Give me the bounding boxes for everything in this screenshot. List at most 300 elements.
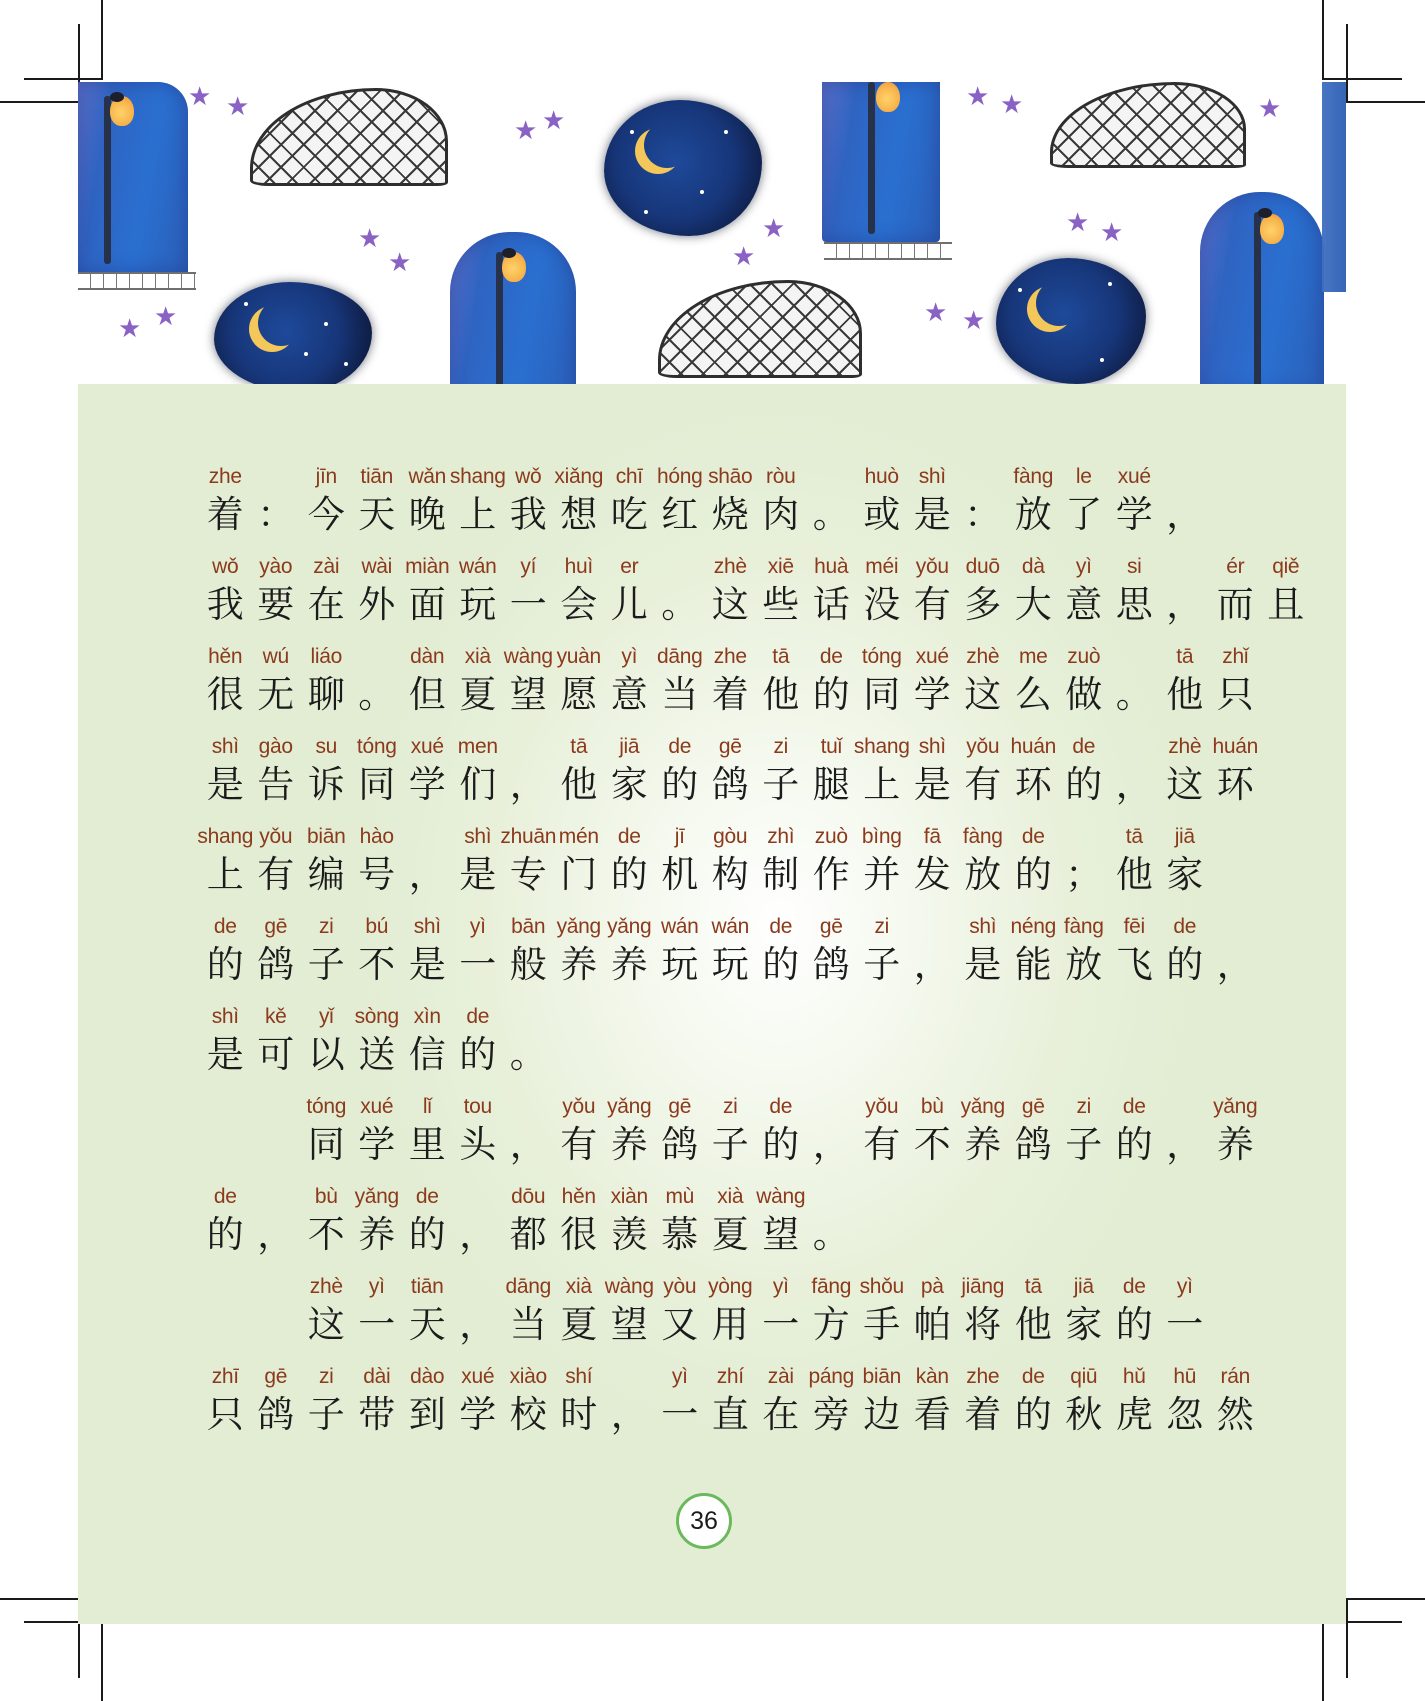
pinyin: yì	[368, 1275, 385, 1298]
pinyin: men	[457, 735, 498, 758]
character-cell	[1261, 552, 1312, 628]
hanzi: ，	[509, 763, 547, 806]
pinyin: le	[1075, 465, 1092, 488]
star-icon: ★	[924, 298, 948, 328]
text-line	[200, 732, 1259, 822]
star-icon: ★	[1066, 208, 1090, 238]
pinyin: jiā	[619, 735, 640, 758]
hanzi: 。	[509, 1033, 547, 1076]
text-line	[200, 642, 1254, 732]
hanzi: 鸽	[257, 943, 295, 986]
hanzi: 。	[661, 583, 699, 626]
pinyin: si	[1126, 555, 1142, 578]
character-cell	[1059, 1092, 1110, 1168]
character-cell	[1008, 462, 1059, 538]
character-cell	[1210, 1362, 1261, 1438]
pinyin: de	[1021, 1365, 1045, 1388]
hanzi: 用	[711, 1303, 749, 1346]
lamp-bulb-icon	[876, 82, 900, 112]
crop-mark-br-v	[1346, 1598, 1348, 1678]
hanzi: 到	[408, 1393, 446, 1436]
pinyin: xià	[565, 1275, 592, 1298]
pinyin: zhuān	[500, 825, 557, 848]
character-cell	[251, 912, 302, 988]
pinyin: de	[1072, 735, 1096, 758]
pinyin: zhe	[713, 645, 747, 668]
hanzi: 着	[964, 1393, 1002, 1436]
character-cell	[1008, 1362, 1059, 1438]
hanzi: 的	[762, 943, 800, 986]
text-line	[200, 912, 1254, 1002]
night-sky-illustration	[214, 282, 372, 384]
hanzi: 放	[964, 853, 1002, 896]
pinyin: zi	[1076, 1095, 1092, 1118]
character-cell	[705, 1092, 756, 1168]
pinyin: yǎng	[354, 1185, 399, 1208]
pinyin: wǒ	[515, 465, 542, 488]
pinyin: yòu	[663, 1275, 697, 1298]
character-cell	[806, 822, 857, 898]
hanzi: 鸽	[812, 943, 850, 986]
hanzi: 思	[1115, 583, 1153, 626]
pinyin: xià	[717, 1185, 744, 1208]
character-cell	[1059, 822, 1110, 898]
hanzi: 的	[206, 1213, 244, 1256]
character-cell	[453, 822, 504, 898]
street-lamp-illustration	[450, 232, 576, 384]
hanzi: 制	[762, 853, 800, 896]
pinyin: de	[213, 915, 237, 938]
character-cell	[554, 462, 605, 538]
crop-mark-tl-v	[101, 0, 103, 78]
hanzi: 带	[358, 1393, 396, 1436]
character-cell	[705, 732, 756, 808]
character-cell	[402, 912, 453, 988]
hanzi: 学	[1115, 493, 1153, 536]
lamp-bulb-icon	[1260, 214, 1284, 244]
hanzi: 一	[661, 1393, 699, 1436]
hanzi: 看	[913, 1393, 951, 1436]
character-cell	[402, 462, 453, 538]
hanzi: 鸽	[257, 1393, 295, 1436]
character-cell	[857, 912, 908, 988]
hanzi: 上	[206, 853, 244, 896]
pinyin: shang	[197, 825, 254, 848]
hanzi: 他	[1014, 1303, 1052, 1346]
character-cell	[453, 1092, 504, 1168]
hanzi: 没	[863, 583, 901, 626]
pinyin: tā	[1125, 825, 1143, 848]
star-icon: ★	[1258, 94, 1282, 124]
character-cell	[1008, 642, 1059, 718]
pinyin: hěn	[208, 645, 243, 668]
character-cell	[604, 642, 655, 718]
character-cell	[655, 732, 706, 808]
text-line	[197, 822, 1210, 912]
character-cell	[958, 822, 1009, 898]
hanzi: 他	[762, 673, 800, 716]
pinyin: tā	[772, 645, 790, 668]
hanzi: 是	[913, 493, 951, 536]
hanzi: 的	[1014, 1393, 1052, 1436]
character-cell	[352, 1092, 403, 1168]
character-cell	[200, 642, 251, 718]
hanzi: 是	[964, 943, 1002, 986]
pinyin: páng	[808, 1365, 855, 1388]
hanzi: 学	[913, 673, 951, 716]
hanzi: 一	[358, 1303, 396, 1346]
hanzi: 聊	[307, 673, 345, 716]
hanzi: 专	[509, 853, 547, 896]
hanzi: 将	[964, 1303, 1002, 1346]
hanzi: 。	[358, 673, 396, 716]
pinyin: xià	[464, 645, 491, 668]
sky-star-dot	[324, 322, 328, 326]
pinyin: de	[1173, 915, 1197, 938]
pinyin: wài	[361, 555, 393, 578]
hanzi: 同	[307, 1123, 345, 1166]
lamp-cap	[502, 248, 516, 258]
pinyin: su	[315, 735, 338, 758]
hanzi: 机	[661, 853, 699, 896]
hanzi: 不	[913, 1123, 951, 1166]
character-cell	[197, 822, 254, 898]
pinyin: de	[769, 1095, 793, 1118]
pinyin: shì	[211, 1005, 239, 1028]
character-cell	[655, 1272, 706, 1348]
crop-mark-tr-h2	[1346, 101, 1425, 103]
pinyin: hǔ	[1122, 1365, 1146, 1388]
hanzi: 养	[560, 943, 598, 986]
hanzi: 只	[1216, 673, 1254, 716]
pinyin: mù	[665, 1185, 695, 1208]
pinyin: wán	[660, 915, 699, 938]
character-cell	[756, 912, 807, 988]
hanzi: 时	[560, 1393, 598, 1436]
hanzi: 告	[257, 763, 295, 806]
sky-star-dot	[1100, 358, 1104, 362]
character-cell	[554, 1272, 605, 1348]
pinyin: zi	[318, 915, 334, 938]
hanzi: 望	[762, 1213, 800, 1256]
character-cell	[655, 912, 706, 988]
hanzi: 头	[459, 1123, 497, 1166]
character-cell	[554, 642, 605, 718]
pinyin: gē	[264, 1365, 288, 1388]
character-cell	[756, 552, 807, 628]
hanzi: 意	[1065, 583, 1103, 626]
character-cell	[301, 552, 352, 628]
character-cell	[604, 1092, 655, 1168]
hanzi: ，	[408, 853, 446, 896]
pinyin: fàng	[1063, 915, 1104, 938]
hanzi: 放	[1065, 943, 1103, 986]
pinyin: yǒu	[562, 1095, 596, 1118]
character-cell	[958, 552, 1009, 628]
hanzi: 这	[964, 673, 1002, 716]
crop-mark-bl-v2	[101, 1621, 103, 1701]
pinyin: yǎng	[607, 915, 652, 938]
pinyin: de	[1021, 825, 1045, 848]
character-cell	[352, 1272, 403, 1348]
hanzi: ，	[459, 1303, 497, 1346]
pinyin: yǒu	[915, 555, 949, 578]
hanzi: 学	[358, 1123, 396, 1166]
character-cell	[301, 1272, 352, 1348]
pinyin: zi	[874, 915, 890, 938]
pinyin: tiān	[360, 465, 394, 488]
character-cell	[402, 1272, 453, 1348]
character-cell	[756, 642, 807, 718]
pinyin: tiān	[410, 1275, 444, 1298]
pinyin: hào	[359, 825, 394, 848]
pinyin: xiào	[509, 1365, 547, 1388]
character-cell	[907, 552, 958, 628]
pinyin: yǎng	[556, 915, 601, 938]
hanzi: 养	[1216, 1123, 1254, 1166]
pinyin: qiū	[1070, 1365, 1098, 1388]
character-cell	[1160, 552, 1211, 628]
pinyin: wán	[458, 555, 497, 578]
character-cell	[604, 732, 655, 808]
pinyin: huán	[1010, 735, 1057, 758]
hanzi: 了	[1065, 493, 1103, 536]
character-cell	[453, 1182, 504, 1258]
hanzi: 有	[560, 1123, 598, 1166]
character-cell	[200, 552, 251, 628]
pinyin: tóng	[356, 735, 397, 758]
pinyin: yì	[671, 1365, 688, 1388]
pinyin: shang	[449, 465, 506, 488]
character-cell	[503, 552, 554, 628]
pinyin: wàng	[604, 1275, 654, 1298]
character-cell	[200, 1182, 251, 1258]
story-text	[197, 462, 1305, 1452]
pinyin: dāng	[656, 645, 703, 668]
character-cell	[806, 1182, 857, 1258]
character-cell	[453, 912, 504, 988]
character-cell	[200, 1002, 251, 1078]
pinyin: de	[1122, 1095, 1146, 1118]
character-cell	[301, 642, 352, 718]
character-cell	[1059, 462, 1110, 538]
hanzi: 面	[408, 583, 446, 626]
hanzi: 都	[509, 1213, 547, 1256]
pinyin: chī	[615, 465, 643, 488]
pinyin: zi	[722, 1095, 738, 1118]
hanzi: 当	[509, 1303, 547, 1346]
hanzi: 旁	[812, 1393, 850, 1436]
hanzi: 着	[711, 673, 749, 716]
fishing-net-illustration	[1050, 82, 1246, 168]
character-cell	[503, 732, 554, 808]
character-cell	[907, 732, 958, 808]
hanzi: 么	[1014, 673, 1052, 716]
hanzi: 红	[661, 493, 699, 536]
character-cell	[756, 822, 807, 898]
hanzi: 子	[762, 763, 800, 806]
hanzi: 一	[762, 1303, 800, 1346]
hanzi: 帕	[913, 1303, 951, 1346]
hanzi: 鸽	[711, 763, 749, 806]
character-cell	[1008, 912, 1059, 988]
pinyin: shì	[464, 825, 492, 848]
character-cell	[857, 1272, 908, 1348]
hanzi: 边	[863, 1393, 901, 1436]
pinyin: zài	[767, 1365, 794, 1388]
character-cell	[655, 462, 706, 538]
street-lamp-illustration	[822, 82, 940, 242]
hanzi: 家	[610, 763, 648, 806]
pinyin: dōu	[511, 1185, 546, 1208]
character-cell	[907, 462, 958, 538]
hanzi: 。	[812, 1213, 850, 1256]
character-cell	[806, 912, 857, 988]
character-cell	[1008, 822, 1059, 898]
hanzi: 夏	[560, 1303, 598, 1346]
pinyin: dài	[363, 1365, 391, 1388]
character-cell	[251, 1182, 302, 1258]
pinyin: shì	[918, 735, 946, 758]
hanzi: 当	[661, 673, 699, 716]
character-cell	[705, 822, 756, 898]
character-cell	[1160, 912, 1211, 988]
hanzi: ，	[812, 1123, 850, 1166]
character-cell	[1210, 642, 1261, 718]
hanzi: 学	[459, 1393, 497, 1436]
pinyin: zhì	[767, 825, 795, 848]
pinyin: wǒ	[212, 555, 239, 578]
pinyin: zi	[773, 735, 789, 758]
sky-star-dot	[644, 210, 648, 214]
pinyin: er	[620, 555, 639, 578]
pinyin: lǐ	[422, 1095, 432, 1118]
hanzi: 并	[863, 853, 901, 896]
hanzi: 送	[358, 1033, 396, 1076]
pinyin: tóng	[861, 645, 902, 668]
pinyin: shì	[918, 465, 946, 488]
sky-star-dot	[724, 130, 728, 134]
pinyin: duō	[965, 555, 1000, 578]
character-cell	[857, 1362, 908, 1438]
pinyin: xué	[410, 735, 444, 758]
character-cell	[503, 642, 554, 718]
hanzi: 有	[257, 853, 295, 896]
character-cell	[857, 822, 908, 898]
pinyin: xué	[360, 1095, 394, 1118]
character-cell	[655, 1362, 706, 1438]
character-cell	[1109, 912, 1160, 988]
pinyin: wàng	[756, 1185, 806, 1208]
character-cell	[251, 1362, 302, 1438]
hanzi: 又	[661, 1303, 699, 1346]
hanzi: ，	[257, 1213, 295, 1256]
character-cell	[554, 1362, 605, 1438]
hanzi: 门	[560, 853, 598, 896]
character-cell	[1210, 552, 1261, 628]
pinyin: zhí	[716, 1365, 744, 1388]
hanzi: 今	[307, 493, 345, 536]
hanzi: 子	[863, 943, 901, 986]
sky-star-dot	[700, 190, 704, 194]
hanzi: 望	[610, 1303, 648, 1346]
hanzi: 有	[913, 583, 951, 626]
pinyin: zhè	[309, 1275, 343, 1298]
character-cell	[604, 1362, 655, 1438]
pinyin: néng	[1010, 915, 1057, 938]
character-cell	[857, 462, 908, 538]
text-line	[200, 1092, 1258, 1182]
hanzi: ，	[1166, 583, 1204, 626]
star-icon: ★	[358, 224, 382, 254]
pinyin: shì	[969, 915, 997, 938]
star-icon: ★	[388, 248, 412, 278]
character-cell	[655, 1182, 706, 1258]
pinyin: xiē	[767, 555, 794, 578]
pinyin: yǎng	[1213, 1095, 1258, 1118]
crop-mark-tl-h2	[0, 101, 80, 103]
fishing-net-illustration	[250, 88, 448, 186]
pinyin: shāo	[708, 465, 753, 488]
character-cell	[1008, 1272, 1059, 1348]
character-cell	[200, 732, 251, 808]
character-cell	[958, 1362, 1009, 1438]
pinyin: liáo	[310, 645, 342, 668]
character-cell	[806, 1272, 857, 1348]
lamp-pole	[1254, 212, 1261, 384]
character-cell	[301, 1092, 352, 1168]
character-cell	[958, 1272, 1009, 1348]
pinyin: yǐ	[318, 1005, 334, 1028]
character-cell	[705, 1362, 756, 1438]
hanzi: 着	[206, 493, 244, 536]
character-cell	[958, 462, 1009, 538]
character-cell	[806, 1092, 857, 1168]
hanzi: 作	[812, 853, 850, 896]
character-cell	[1109, 642, 1160, 718]
hanzi: ，	[1115, 763, 1153, 806]
pinyin: yì	[469, 915, 486, 938]
character-cell	[554, 912, 605, 988]
hanzi: 。	[1115, 673, 1153, 716]
crop-mark-tr-h	[1322, 78, 1402, 80]
hanzi: 构	[711, 853, 749, 896]
lamp-pole	[104, 96, 111, 264]
pinyin: gē	[819, 915, 843, 938]
pinyin: yí	[520, 555, 537, 578]
character-cell	[1109, 552, 1160, 628]
pinyin: yào	[259, 555, 293, 578]
pinyin: zhè	[966, 645, 1000, 668]
fishing-net-illustration	[658, 280, 862, 378]
hanzi: 。	[812, 493, 850, 536]
pinyin: yǎng	[607, 1095, 652, 1118]
hanzi: 可	[257, 1033, 295, 1076]
character-cell	[705, 552, 756, 628]
star-icon: ★	[1000, 90, 1024, 120]
pinyin: huán	[1212, 735, 1259, 758]
hanzi: 是	[459, 853, 497, 896]
character-cell	[453, 1362, 504, 1438]
pinyin: gē	[668, 1095, 692, 1118]
character-cell	[503, 1092, 554, 1168]
hanzi: 望	[509, 673, 547, 716]
pinyin: jiā	[1174, 825, 1195, 848]
hanzi: 一	[459, 943, 497, 986]
pinyin: de	[213, 1185, 237, 1208]
character-cell	[200, 1362, 251, 1438]
hanzi: 的	[408, 1213, 446, 1256]
